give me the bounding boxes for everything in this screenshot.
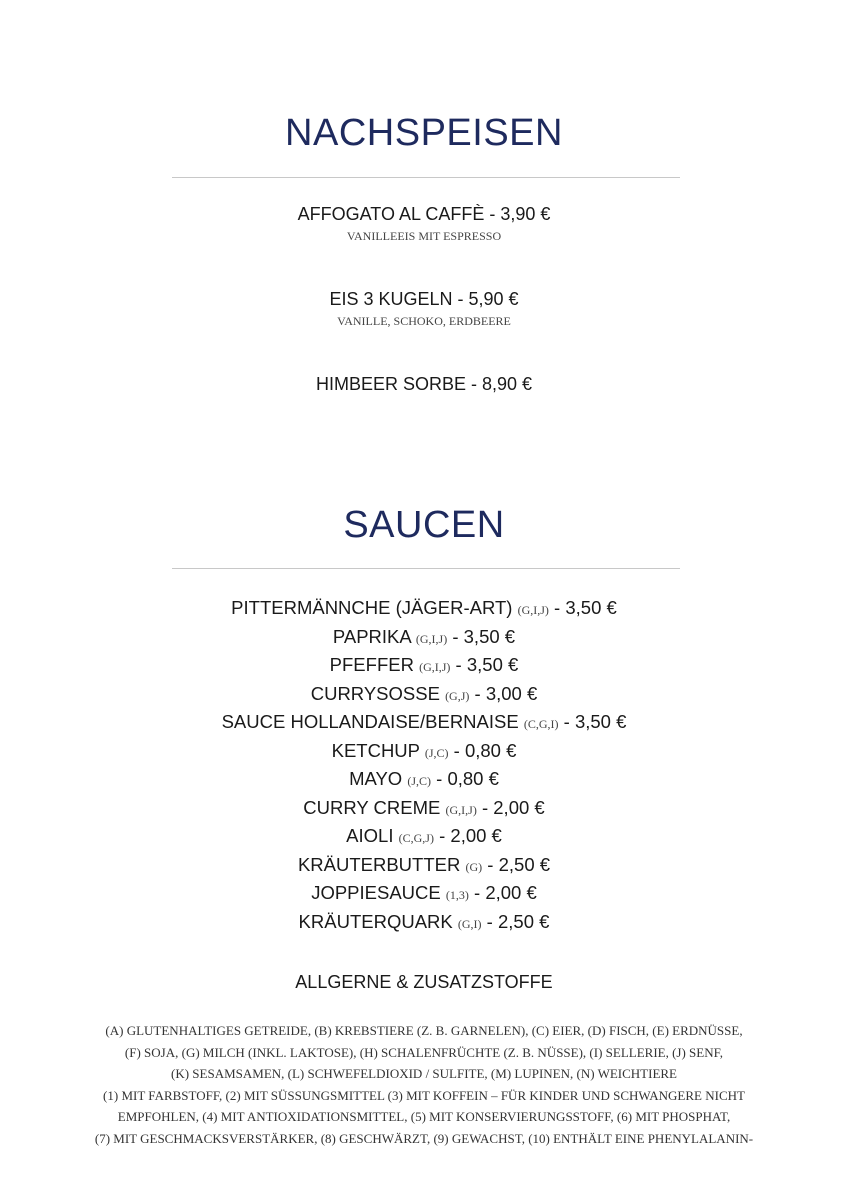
allergen-codes: (G,I,J): [445, 802, 477, 817]
sauce-price: 2,50 €: [498, 910, 550, 932]
sauce-name: PITTERMÄNNCHE (JÄGER-ART): [231, 597, 513, 618]
dessert-name-line: AFFOGATO AL CAFFÈ - 3,90 €: [297, 204, 551, 224]
allergen-line: (K) SESAMSAMEN, (L) SCHWEFELDIOXID / SULFITE, (M) LUPINEN, (N) WEICHTIERE: [171, 1066, 677, 1082]
allergen-codes: (G,I,J): [517, 603, 549, 617]
sauce-name: SAUCE HOLLANDAISE/BERNAISE: [221, 711, 519, 732]
sauce-item: PITTERMÄNNCHE (JÄGER-ART) (G,I,J) - 3,50 €: [231, 597, 617, 618]
dessert-name: HIMBEER SORBE: [315, 374, 466, 394]
sauce-item: KRÄUTERBUTTER (G) - 2,50 €: [297, 853, 551, 875]
allergen-line: (1) MIT FARBSTOFF, (2) MIT SÜSSUNGSMITTEL (3) MIT KOFFEIN – FÜR KINDER UND SCHWANGERE NICHT: [103, 1087, 745, 1103]
allergen-codes: (G,I): [457, 916, 482, 931]
sauce-item: KRÄUTERQUARK (G,I) - 2,50 €: [298, 910, 550, 932]
allergen-codes: (G,I,J): [415, 631, 448, 646]
sauce-item: CURRY CREME (G,I,J) - 2,00 €: [303, 796, 545, 818]
sauce-price: 0,80 €: [447, 768, 499, 789]
sauce-name: CURRY CREME: [303, 796, 441, 818]
sauce-item: KETCHUP (J,C) - 0,80 €: [331, 739, 517, 761]
dessert-description: VANILLEEIS MIT ESPRESSO: [346, 229, 502, 243]
sauce-price: 3,50 €: [574, 711, 627, 732]
sauce-name: PFEFFER: [329, 654, 414, 675]
sauce-name: AIOLI: [346, 825, 394, 846]
sauces-title: SAUCEN: [343, 504, 505, 546]
sauce-item: MAYO (J,C) - 0,80 €: [349, 768, 499, 789]
desserts-divider: [172, 177, 680, 178]
dessert-price: 8,90 €: [481, 374, 533, 394]
allergen-codes: (1,3): [445, 888, 469, 902]
sauce-item: AIOLI (C,G,J) - 2,00 €: [346, 825, 502, 846]
allergen-codes: (G,J): [445, 688, 470, 703]
allergen-line: (F) SOJA, (G) MILCH (INKL. LAKTOSE), (H) SCHALENFRÜCHTE (Z. B. NÜSSE), (I) SELLERIE, (J) SENF,: [124, 1044, 724, 1060]
dessert-name-line: EIS 3 KUGELN - 5,90 €: [329, 289, 519, 309]
sauces-divider: [172, 568, 680, 569]
allergens-heading: ALLGERNE & ZUSATZSTOFFE: [295, 972, 553, 992]
dessert-item: [0, 202, 848, 244]
sauce-name: KRÄUTERQUARK: [298, 910, 453, 932]
dessert-name: EIS 3 KUGELN: [329, 289, 453, 309]
allergen-codes: (G): [465, 859, 483, 874]
sauce-price: 3,50 €: [466, 654, 519, 675]
desserts-title: NACHSPEISEN: [285, 112, 563, 154]
sauce-item: PAPRIKA (G,I,J) - 3,50 €: [332, 625, 516, 647]
sauce-price: 2,00 €: [493, 796, 545, 818]
sauce-price: 2,00 €: [485, 882, 537, 903]
sauce-name: MAYO: [349, 768, 403, 789]
allergen-line: (7) MIT GESCHMACKSVERSTÄRKER, (8) GESCHWÄRZT, (9) GEWACHST, (10) ENTHÄLT EINE PHENYLALANIN-: [94, 1130, 754, 1146]
allergen-codes: (J,C): [424, 745, 449, 760]
sauce-item: CURRYSOSSE (G,J) - 3,00 €: [310, 682, 538, 704]
sauce-price: 3,50 €: [463, 625, 516, 647]
sauce-name: KETCHUP: [331, 739, 420, 761]
sauce-name: CURRYSOSSE: [310, 682, 440, 704]
sauce-name: JOPPIESAUCE: [311, 882, 441, 903]
dessert-description: VANILLE, SCHOKO, ERDBEERE: [337, 314, 511, 328]
sauce-item: SAUCE HOLLANDAISE/BERNAISE (C,G,I) - 3,50 €: [221, 711, 627, 732]
sauce-price: 3,00 €: [485, 682, 538, 704]
sauce-price: 2,00 €: [450, 825, 502, 846]
sauce-list: [0, 594, 848, 936]
allergen-codes: (C,G,J): [398, 831, 434, 845]
dessert-name-line: HIMBEER SORBE - 8,90 €: [315, 374, 533, 394]
sauce-item: JOPPIESAUCE (1,3) - 2,00 €: [311, 882, 537, 903]
sauce-item: PFEFFER (G,I,J) - 3,50 €: [329, 654, 519, 675]
dessert-price: 3,90 €: [500, 204, 551, 224]
dessert-price: 5,90 €: [468, 289, 519, 309]
allergens-legend: [0, 1020, 848, 1150]
sauce-price: 3,50 €: [565, 597, 617, 618]
sauce-name: PAPRIKA: [332, 625, 411, 647]
allergen-codes: (C,G,I): [523, 717, 559, 731]
sauce-name: KRÄUTERBUTTER: [297, 853, 461, 875]
dessert-name: AFFOGATO AL CAFFÈ: [297, 204, 485, 224]
allergen-codes: (J,C): [407, 774, 432, 788]
allergen-line: (A) GLUTENHALTIGES GETREIDE, (B) KREBSTIERE (Z. B. GARNELEN), (C) EIER, (D) FISCH, (E) ERDNÜSSE,: [105, 1023, 743, 1038]
dessert-item: [0, 372, 848, 396]
allergen-line: EMPFOHLEN, (4) MIT ANTIOXIDATIONSMITTEL, (5) MIT KONSERVIERUNGSSTOFF, (6) MIT PHOSPHAT,: [117, 1109, 731, 1125]
allergen-codes: (G,I,J): [419, 660, 451, 674]
dessert-item: [0, 287, 848, 329]
sauce-price: 2,50 €: [498, 853, 551, 875]
sauce-price: 0,80 €: [464, 739, 517, 761]
